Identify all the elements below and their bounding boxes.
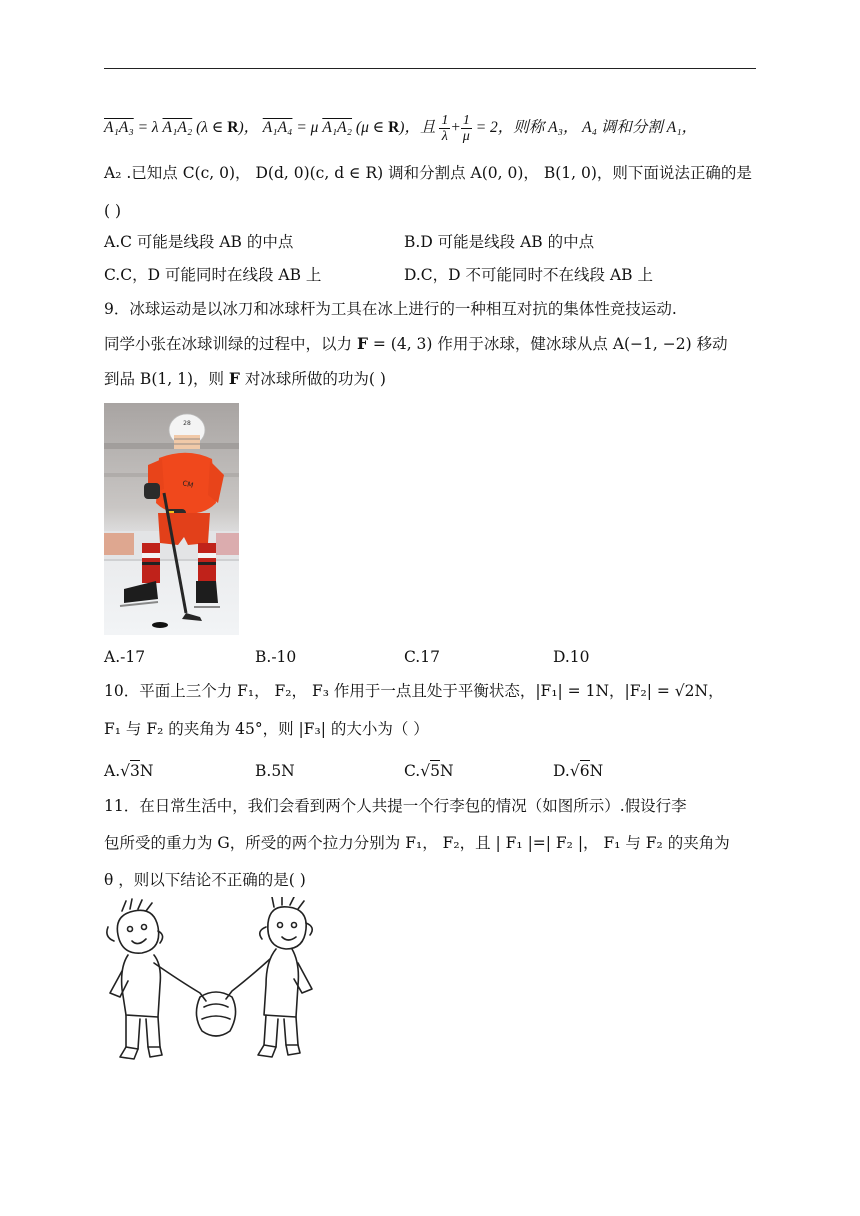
q9-line-2: 同学小张在冰球训绿的过程中，以力 F = (4, 3) 作用于冰球，健冰球从点 A(−1, −2) 移动 — [104, 334, 728, 353]
q8-text: (μ ∈ — [355, 119, 389, 137]
hockey-player-photo — [104, 403, 239, 635]
q8-text: = 2，则称 A₃， A₄ 调和分割 A₁， — [475, 119, 698, 137]
vector-a1a2: A₁A₂ — [322, 119, 353, 137]
q11-line-3: θ ，则以下结论不正确的是( ) — [104, 871, 306, 889]
q9-option-b: B.-10 — [255, 648, 297, 666]
q8-text: + — [450, 119, 461, 137]
q11-line-2: 包所受的重力为 G，所受的两个拉力分别为 F₁， F₂，且 | F₁ |=| F₂ |， F₁ 与 F₂ 的夹角为 — [104, 834, 730, 852]
header-rule — [104, 68, 756, 69]
q10-option-a: A.√3N — [104, 762, 154, 780]
q9-line-1: 9．冰球运动是以冰刀和冰球杆为工具在冰上进行的一种相互对抗的集体性竞技运动. — [104, 300, 677, 318]
q11-line-1: 11．在日常生活中，我们会看到两个人共提一个行李包的情况（如图所示）.假设行李 — [104, 797, 687, 815]
q10-line-1: 10．平面上三个力 F₁， F₂， F₃ 作用于一点且处于平衡状态，|F₁| = 1N，|F₂| = √2N， — [104, 682, 724, 700]
q8-option-b: B.D 可能是线段 AB 的中点 — [404, 233, 595, 251]
q9-line-3: 到品 B(1, 1)，则 F 对冰球所做的功为( ) — [104, 369, 386, 388]
q10-option-d: D.√6N — [553, 762, 604, 780]
q8-option-d: D.C，D 不可能同时不在线段 AB 上 — [404, 266, 653, 284]
vector-a1a4: A₁A₄ — [262, 119, 293, 137]
q8-line-3: ( ) — [104, 202, 122, 220]
q8-text: )，且 — [399, 119, 436, 137]
helmet-number: 28 — [183, 420, 191, 427]
q8-text: )， — [238, 119, 260, 137]
q9-option-d: D.10 — [553, 648, 590, 666]
svg-text:CM: CM — [181, 479, 195, 490]
vector-a1a3: A₁A₃ — [104, 119, 134, 137]
q8-text: (λ ∈ — [196, 119, 228, 137]
q9-option-c: C.17 — [404, 648, 440, 666]
q8-text: = λ — [137, 119, 159, 137]
q8-option-a: A.C 可能是线段 AB 的中点 — [104, 233, 294, 251]
fraction-1-over-mu: $\frac{1}{\mu}$ — [462, 113, 470, 144]
q8-option-c: C.C，D 可能同时在线段 AB 上 — [104, 266, 322, 284]
fraction-1-over-lambda: $\frac{1}{\lambda}$ — [441, 113, 449, 144]
q8-text: R — [388, 119, 400, 137]
q10-option-b: B.5N — [255, 762, 295, 780]
q8-line-2: A₂ .已知点 C(c, 0)， D(d, 0)(c, d ∈ R) 调和分割点 A(0, 0)， B(1, 0)，则下面说法正确的是 — [104, 164, 752, 182]
q8-text: R — [227, 119, 239, 137]
two-people-carrying-bag-drawing — [100, 897, 322, 1069]
q9-option-a: A.-17 — [104, 648, 146, 666]
q8-text: = μ — [296, 119, 319, 137]
vector-a1a2: A₁A₂ — [162, 119, 193, 137]
q8-line-1 — [104, 113, 697, 144]
q10-option-c: C.√5N — [404, 762, 454, 780]
q10-line-2: F₁ 与 F₂ 的夹角为 45°，则 |F₃| 的大小为（ ） — [104, 720, 429, 738]
